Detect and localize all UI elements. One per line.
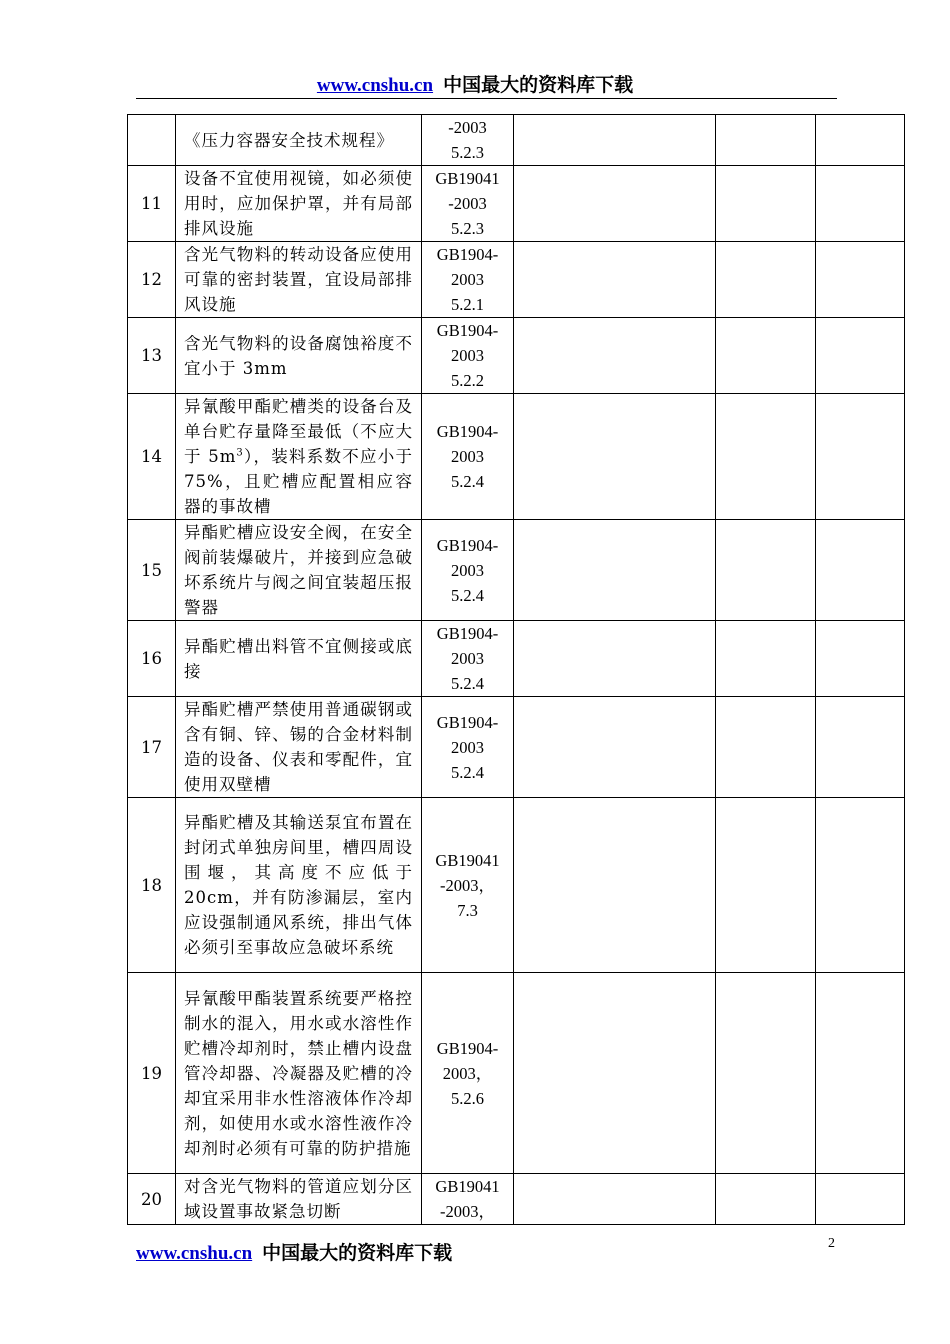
check-item: 异酯贮槽应设安全阀，在安全阀前装爆破片，并接到应急破坏系统片与阀之间宜装超压报警器 — [176, 520, 422, 621]
row-number: 18 — [128, 798, 176, 973]
page-header — [0, 70, 950, 97]
standard-ref: GB1904- 2003 5.2.4 — [422, 394, 514, 520]
standard-ref: GB1904- 2003 5.2.4 — [422, 520, 514, 621]
header-title: 中国最大的资料库下载 — [443, 74, 634, 96]
blank-cell — [514, 798, 716, 973]
blank-cell — [514, 520, 716, 621]
blank-cell — [716, 973, 816, 1174]
standard-ref: GB1904- 2003， 5.2.6 — [422, 973, 514, 1174]
table-row — [128, 520, 905, 621]
standard-ref: GB1904- 2003 5.2.1 — [422, 242, 514, 318]
blank-cell — [816, 166, 905, 242]
table-row — [128, 115, 905, 166]
row-number: 19 — [128, 973, 176, 1174]
blank-cell — [816, 798, 905, 973]
row-number: 16 — [128, 621, 176, 697]
row-number: 20 — [128, 1174, 176, 1225]
blank-cell — [816, 115, 905, 166]
table-row — [128, 973, 905, 1174]
blank-cell — [816, 973, 905, 1174]
row-number: 15 — [128, 520, 176, 621]
standard-ref: GB19041 -2003 5.2.3 — [422, 166, 514, 242]
table-row — [128, 1174, 905, 1225]
blank-cell — [816, 318, 905, 394]
blank-cell — [514, 1174, 716, 1225]
footer-site-link[interactable]: www.cnshu.cn — [136, 1243, 253, 1264]
blank-cell — [514, 166, 716, 242]
standard-ref: GB1904- 2003 5.2.4 — [422, 621, 514, 697]
blank-cell — [716, 697, 816, 798]
check-item: 异酯贮槽及其输送泵宜布置在封闭式单独房间里，槽四周设围堰，其高度不应低于 20cm，并有防渗漏层，室内应设强制通风系统，排出气体必须引至事故应急破坏系统 — [176, 798, 422, 973]
blank-cell — [716, 1174, 816, 1225]
table-row — [128, 621, 905, 697]
blank-cell — [716, 621, 816, 697]
blank-cell — [716, 242, 816, 318]
blank-cell — [816, 520, 905, 621]
standard-ref: GB19041 -2003， 7.3 — [422, 798, 514, 973]
table-row — [128, 318, 905, 394]
standard-ref: GB19041 -2003， — [422, 1174, 514, 1225]
page-footer — [136, 1238, 452, 1265]
blank-cell — [816, 697, 905, 798]
standard-ref: GB1904- 2003 5.2.2 — [422, 318, 514, 394]
row-number: 13 — [128, 318, 176, 394]
blank-cell — [716, 798, 816, 973]
footer-title: 中国最大的资料库下载 — [262, 1242, 453, 1264]
check-item: 异酯贮槽出料管不宜侧接或底接 — [176, 621, 422, 697]
blank-cell — [716, 115, 816, 166]
table-row — [128, 394, 905, 520]
blank-cell — [816, 1174, 905, 1225]
blank-cell — [716, 166, 816, 242]
row-number: 14 — [128, 394, 176, 520]
check-item: 含光气物料的转动设备应使用可靠的密封装置，宜设局部排风设施 — [176, 242, 422, 318]
blank-cell — [514, 242, 716, 318]
blank-cell — [816, 242, 905, 318]
blank-cell — [816, 621, 905, 697]
check-item: 设备不宜使用视镜，如必须使用时，应加保护罩，并有局部排风设施 — [176, 166, 422, 242]
table-row — [128, 166, 905, 242]
table-row — [128, 697, 905, 798]
row-number — [128, 115, 176, 166]
blank-cell — [514, 318, 716, 394]
row-number: 12 — [128, 242, 176, 318]
check-item: 异氰酸甲酯装置系统要严格控制水的混入，用水或水溶性作贮槽冷却剂时，禁止槽内设盘管冷却器、冷凝器及贮槽的冷却宜采用非水性溶液体作冷却剂，如使用水或水溶性液作冷却剂时必须有可靠的防护措施 — [176, 973, 422, 1174]
check-item: 异酯贮槽严禁使用普通碳钢或含有铜、锌、锡的合金材料制造的设备、仪表和零配件，宜使用双壁槽 — [176, 697, 422, 798]
check-item: 含光气物料的设备腐蚀裕度不宜小于 3mm — [176, 318, 422, 394]
page-number: 2 — [828, 1236, 835, 1251]
check-item: 《压力容器安全技术规程》 — [176, 115, 422, 166]
check-item: 异氰酸甲酯贮槽类的设备台及单台贮存量降至最低（不应大于 $5m^3$），装料系数不应小于 75%，且贮槽应配置相应容器的事故槽 — [176, 394, 422, 520]
standard-ref: -2003 5.2.3 — [422, 115, 514, 166]
standard-ref: GB1904- 2003 5.2.4 — [422, 697, 514, 798]
header-site-link[interactable]: www.cnshu.cn — [316, 75, 434, 96]
table-row — [128, 242, 905, 318]
header-rule — [136, 98, 837, 99]
blank-cell — [514, 973, 716, 1174]
blank-cell — [716, 520, 816, 621]
blank-cell — [716, 394, 816, 520]
blank-cell — [514, 697, 716, 798]
table-row — [128, 798, 905, 973]
inspection-table — [127, 114, 905, 1225]
blank-cell — [514, 394, 716, 520]
row-number: 17 — [128, 697, 176, 798]
blank-cell — [716, 318, 816, 394]
check-item: 对含光气物料的管道应划分区域设置事故紧急切断 — [176, 1174, 422, 1225]
blank-cell — [514, 621, 716, 697]
row-number: 11 — [128, 166, 176, 242]
blank-cell — [816, 394, 905, 520]
blank-cell — [514, 115, 716, 166]
